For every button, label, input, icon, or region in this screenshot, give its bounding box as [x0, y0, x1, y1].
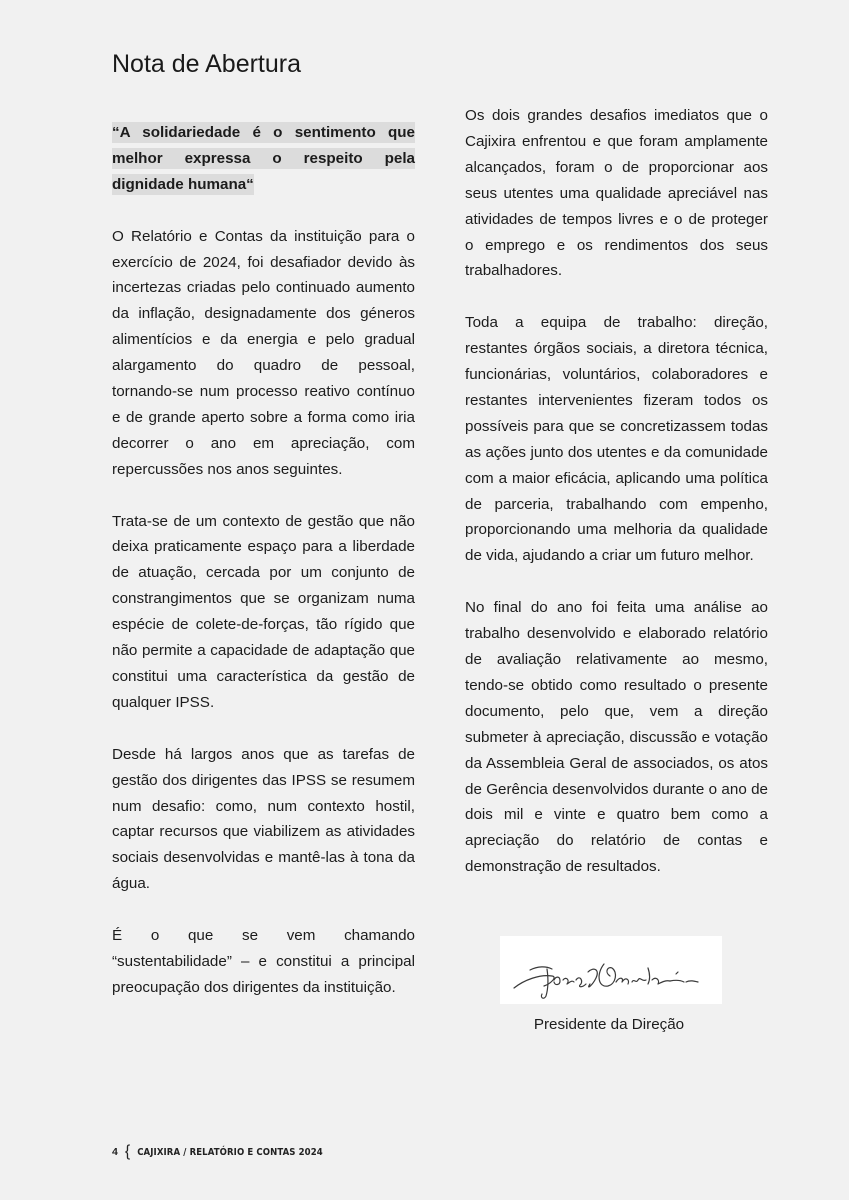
left-column: [112, 120, 415, 1027]
footer-separator: {: [124, 1143, 131, 1160]
opening-quote: [112, 120, 415, 198]
signature-caption: Presidente da Direção: [533, 1016, 685, 1033]
paragraph-left-1: O Relatório e Contas da instituição para o exercício de 2024, foi desafiador devido às incertezas criadas pelo continuado aumento da inflação, designadamente dos géneros alimentícios e da energia e pelo gradual alargamento do quadro de pessoal, tornando-se num processo reativo contínuo e de grande aperto sobre a forma como iria decorrer o ano em apreciação, com repercussões nos anos seguintes.: [112, 227, 415, 478]
page-title: Nota de Abertura: [112, 50, 302, 78]
handwritten-signature: [500, 936, 722, 1004]
page-footer: [112, 1143, 323, 1160]
footer-document-title: CAJIXIRA / RELATÓRIO E CONTAS 2024: [137, 1146, 323, 1158]
paragraph-left-4: É o que se vem chamando “sustentabilidade” – e constitui a principal preocupação dos dirigentes da instituição.: [112, 927, 415, 996]
page-number: 4: [112, 1146, 118, 1158]
paragraph-right-2: Toda a equipa de trabalho: direção, restantes órgãos sociais, a diretora técnica, funcionárias, voluntários, colaboradores e restantes intervenientes fizeram todos os possíveis para que se concretizassem todas as ações junto dos utentes e da comunidade com a maior eficácia, aplicando uma política de parceria, trabalhando com empenho, proporcionando uma melhoria da qualidade de vida, ajudando a criar um futuro melhor.: [465, 314, 768, 565]
quote-text: “A solidariedade é o sentimento que melhor expressa o respeito pela dignidade humana“: [112, 124, 415, 193]
paragraph-right-1: Os dois grandes desafios imediatos que o Cajixira enfrentou e que foram amplamente alcançados, foram o de proporcionar aos seus utentes uma qualidade apreciável nas atividades de tempos livres e o de proteger o emprego e os rendimentos dos seus trabalhadores.: [465, 107, 768, 280]
right-column: [465, 103, 768, 906]
paragraph-right-3: No final do ano foi feita uma análise ao trabalho desenvolvido e elaborado relatório de avaliação relativamente ao mesmo, tendo-se obtido como resultado o presente documento, pelo que, vem a direção submeter à apreciação, discussão e votação da Assembleia Geral de associados, os atos de Gerência desenvolvidos durante o ano de dois mil e vinte e quatro bem como a apreciação do relatório de contas e demonstração de resultados.: [465, 599, 768, 876]
paragraph-left-3: Desde há largos anos que as tarefas de gestão dos dirigentes das IPSS se resumem num desafio: como, num contexto hostil, captar recursos que viabilizem as atividades sociais desenvolvidas e mantê-las à tona da água.: [112, 745, 415, 893]
signature-image: [500, 936, 722, 1004]
paragraph-left-2: Trata-se de um contexto de gestão que não deixa praticamente espaço para a liberdade de atuação, cercada por um conjunto de constrangimentos que se organizam numa espécie de colete-de-forças, tão rígido que não permite a capacidade de adaptação que constitui uma característica da gestão de qualquer IPSS.: [112, 512, 415, 711]
